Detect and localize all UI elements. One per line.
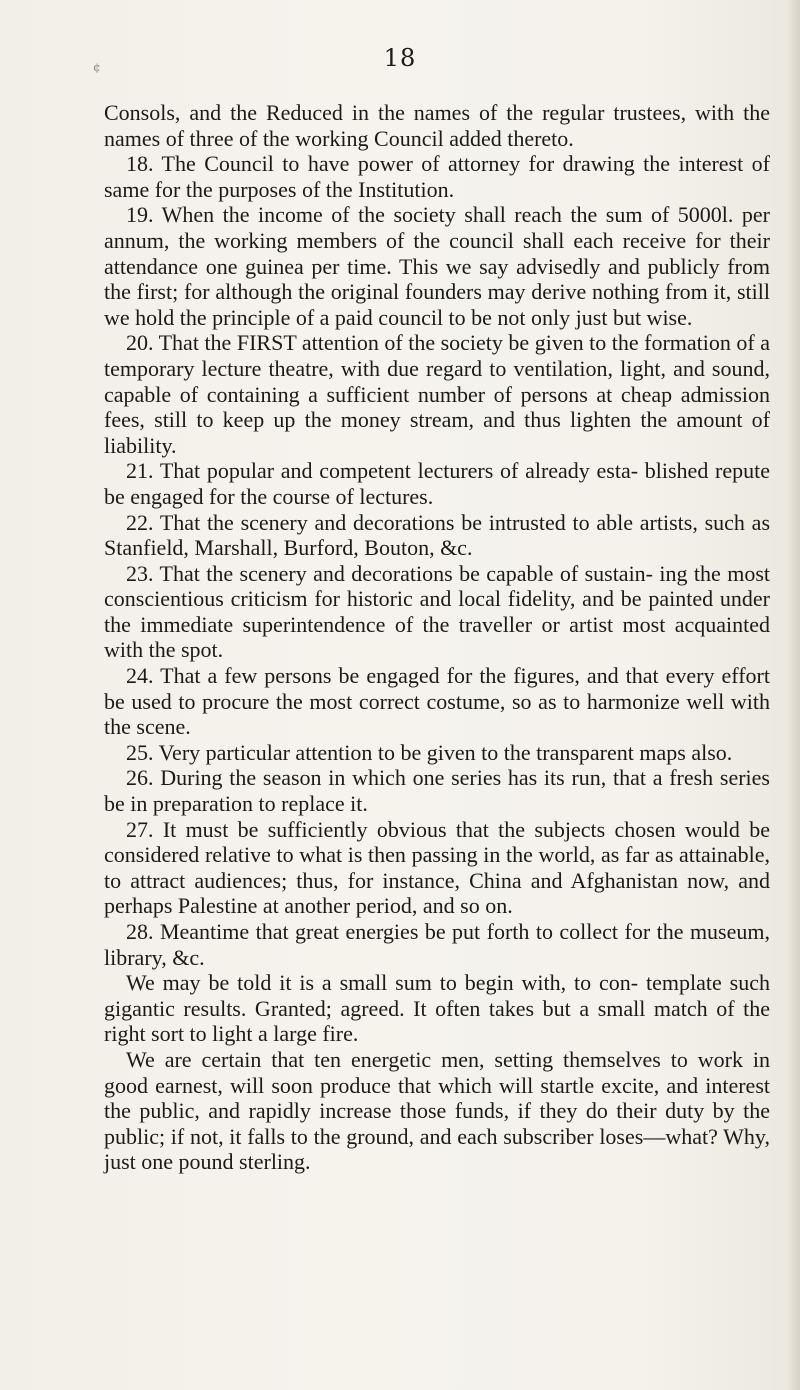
paragraph-closing-1: We may be told it is a small sum to begin with, to con- template such gigantic results. Granted; agreed. It often takes but a small match of the right sort to light a large fire. [104,970,770,1047]
paragraph-item-20: 20. That the FIRST attention of the society be given to the formation of a temporary lecture theatre, with due regard to ventilation, light, and sound, capable of containing a sufficient number of persons at cheap admission fees, still to keep up the money stream, and thus lighten the amount of liability. [104,330,770,458]
body-text [104,100,770,1175]
paragraph-item-21: 21. That popular and competent lecturers of already esta- blished repute be engaged for the course of lectures. [104,458,770,509]
paragraph-item-25: 25. Very particular attention to be given to the transparent maps also. [126,739,733,765]
stray-ink-mark: ¢ [93,60,101,74]
paragraph-closing-2: We are certain that ten energetic men, setting themselves to work in good earnest, will soon produce that which will startle excite, and interest the public, and rapidly increase those funds, if they do their duty by the public; if not, it falls to the ground, and each subscriber loses—what? Why, just one pound sterling. [104,1046,770,1175]
paragraph-continuation: Consols, and the Reduced in the names of the regular trustees, with the names of three of the working Council added thereto. [104,100,770,151]
paragraph-item-27: 27. It must be sufficiently obvious that the subjects chosen would be considered relative to what is then passing in the world, as far as attainable, to attract audiences; thus, for instance, China and Afghanistan now, and perhaps Palestine at another period, and so on. [104,816,770,919]
paragraph-item-22: 22. That the scenery and decorations be intrusted to able artists, such as Stanfield, Marshall, Burford, Bouton, &c. [104,509,770,561]
paragraph-item-19: 19. When the income of the society shall reach the sum of 5000l. per annum, the working members of the council shall each receive for their attendance one guinea per time. This we say advisedly and publicly from the first; for although the original founders may derive nothing from it, still we hold the principle of a paid council to be not only just but wise. [104,202,770,330]
page-edge-shadow [786,0,800,1390]
paragraph-item-26: 26. During the season in which one series has its run, that a fresh series be in preparation to replace it. [104,765,770,817]
paragraph-item-23: 23. That the scenery and decorations be capable of sustain- ing the most conscientious criticism for historic and local fidelity, and be painted under the immediate superintendence of the traveller or artist most acquainted with the spot. [104,560,770,663]
page-number: 18 [383,44,417,72]
paragraph-item-18: 18. The Council to have power of attorney for drawing the interest of same for the purposes of the Institution. [104,151,770,202]
paragraph-item-28: 28. Meantime that great energies be put forth to collect for the museum, library, &c. [104,919,770,970]
paragraph-item-24: 24. That a few persons be engaged for the figures, and that every effort be used to procure the most correct costume, so as to harmonize well with the scene. [104,663,770,740]
